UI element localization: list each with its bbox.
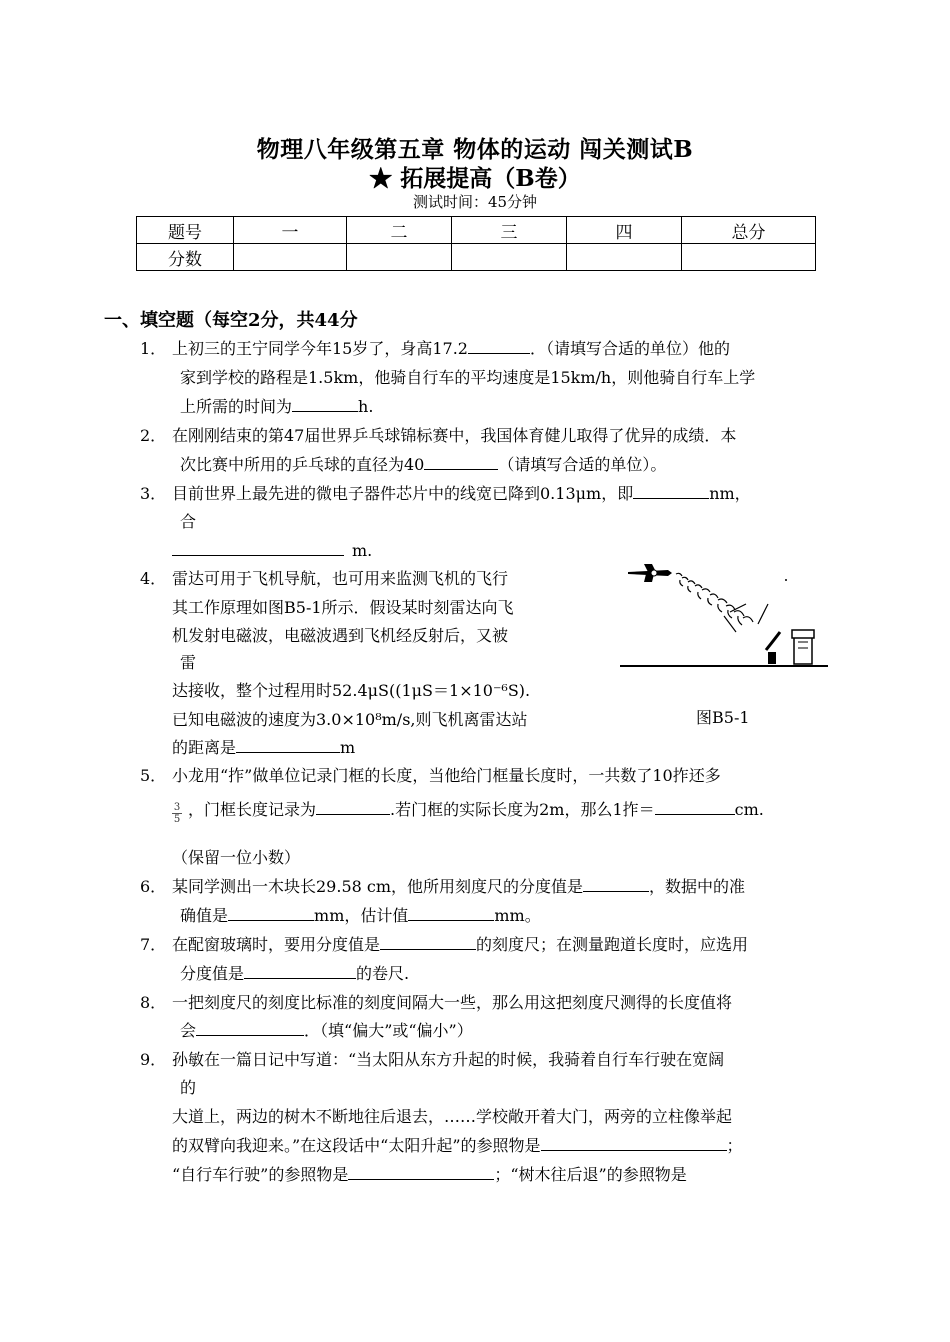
answer-blank[interactable] — [348, 1162, 494, 1180]
score-table — [136, 216, 816, 271]
question-text: 的刻度尺；在测量跑道长度时，应选用 — [476, 935, 749, 954]
question-text: 一把刻度尺的刻度比标准的刻度间隔大一些，那么用这把刻度尺测得的长度值将 — [172, 993, 733, 1012]
answer-blank[interactable] — [228, 903, 314, 921]
figure-caption: 图B5-1 — [696, 708, 750, 727]
question-text: 在配窗玻璃时，要用分度值是 — [172, 935, 381, 954]
question-8 — [140, 988, 732, 1017]
question-number: 7． — [140, 935, 167, 954]
question-text: 上所需的时间为 — [180, 397, 293, 416]
question-text: h. — [358, 397, 374, 416]
question-2-line2 — [180, 450, 666, 479]
question-number: 6． — [140, 877, 167, 896]
question-2 — [140, 421, 736, 450]
table-cell: 题号 — [137, 217, 234, 244]
question-number: 8． — [140, 993, 167, 1012]
score-input-cell[interactable] — [347, 244, 452, 271]
question-text: 的双臂向我迎来。”在这段话中“太阳升起”的参照物是 — [172, 1136, 541, 1155]
question-text: 已知电磁波的速度为3.0×10⁸m/s,则飞机离雷达站 — [172, 710, 528, 729]
question-number: 4． — [140, 569, 167, 588]
question-text: “自行车行驶”的参照物是 — [172, 1165, 349, 1184]
question-text: ，门框长度记录为 — [188, 800, 317, 819]
section-title: 一、填空题（每空2分，共44分 — [104, 310, 358, 331]
answer-blank[interactable] — [236, 735, 340, 753]
question-text: 在刚刚结束的第47届世界乒乓球锦标赛中，我国体育健儿取得了优异的成绩．本 — [172, 426, 737, 445]
question-number: 5． — [140, 766, 167, 785]
question-text: 会 — [180, 1021, 197, 1040]
table-cell: 二 — [347, 217, 452, 244]
question-5 — [140, 761, 721, 790]
fraction — [172, 802, 182, 825]
answer-blank[interactable] — [583, 874, 649, 892]
answer-blank[interactable] — [541, 1133, 727, 1151]
question-text: 目前世界上最先进的微电子器件芯片中的线宽已降到0.13μm，即 — [172, 484, 634, 503]
question-number: 3． — [140, 484, 167, 503]
radar-wave-icon — [676, 573, 768, 632]
question-text: （请填写合适的单位）。 — [498, 455, 667, 474]
question-text: 孙敏在一篇日记中写道：“当太阳从东方升起的时候，我骑着自行车行驶在宽阔 — [172, 1050, 725, 1069]
question-text: 某同学测出一木块长29.58 cm，他所用刻度尺的分度值是 — [172, 877, 584, 896]
score-input-cell[interactable] — [234, 244, 347, 271]
question-text: 合 — [180, 512, 197, 531]
question-9 — [140, 1045, 724, 1074]
answer-blank[interactable] — [380, 932, 476, 950]
airplane-icon — [628, 564, 672, 582]
question-7-line2 — [180, 959, 409, 988]
radar-airplane-figure — [618, 552, 830, 674]
question-text: 达接收，整个过程用时52.4μS((1μS＝1×10⁻⁶S). — [172, 681, 531, 700]
question-5-line2 — [188, 795, 764, 824]
score-input-cell[interactable] — [567, 244, 682, 271]
question-4 — [140, 564, 508, 593]
question-7 — [140, 930, 748, 959]
question-text: 大道上，两边的树木不断地往后退去，……学校敞开着大门，两旁的立柱像举起 — [172, 1107, 733, 1126]
question-number: 2． — [140, 426, 167, 445]
table-cell: 四 — [567, 217, 682, 244]
question-text: 机发射电磁波，电磁波遇到飞机经反射后，又被 — [172, 626, 509, 645]
test-time: 测试时间：45分钟 — [412, 193, 538, 211]
question-1-line3 — [180, 392, 373, 421]
page-subtitle: ★ 拓展提高（B卷） — [369, 165, 581, 192]
question-3-line3 — [172, 536, 372, 565]
question-text: .若门框的实际长度为2m，那么1拃＝ — [390, 800, 655, 819]
table-row — [137, 244, 816, 271]
question-number: 1． — [140, 339, 167, 358]
question-text: mm。 — [494, 906, 541, 925]
question-text: 分度值是 — [180, 964, 245, 983]
question-text: ； — [726, 1136, 743, 1155]
answer-blank[interactable] — [172, 538, 344, 556]
question-text: 雷 — [180, 653, 197, 672]
page-title: 物理八年级第五章 物体的运动 闯关测试B — [256, 136, 694, 163]
table-cell: 分数 — [137, 244, 234, 271]
question-text: （保留一位小数） — [172, 848, 301, 867]
question-text: ．（请填写合适的单位）他的 — [530, 339, 731, 358]
question-text: nm， — [709, 484, 751, 503]
answer-blank[interactable] — [196, 1018, 304, 1036]
question-8-line2 — [180, 1016, 473, 1045]
question-1 — [140, 334, 730, 363]
table-cell: 三 — [452, 217, 567, 244]
question-text: m — [340, 738, 356, 757]
question-text: cm. — [734, 800, 764, 819]
answer-blank[interactable] — [408, 903, 494, 921]
answer-blank[interactable] — [655, 797, 735, 815]
answer-blank[interactable] — [633, 481, 709, 499]
table-row — [137, 217, 816, 244]
question-text: ；“树木往后退”的参照物是 — [494, 1165, 687, 1184]
fraction-denominator: 5 — [173, 814, 181, 825]
question-text: 家到学校的路程是1.5km，他骑自行车的平均速度是15km/h，则他骑自行车上学 — [180, 368, 756, 387]
score-input-cell[interactable] — [682, 244, 816, 271]
question-text: 的距离是 — [172, 738, 237, 757]
question-3 — [140, 479, 751, 508]
question-text: 其工作原理如图B5-1所示．假设某时刻雷达向飞 — [172, 598, 514, 617]
question-text: ，数据中的准 — [649, 877, 746, 896]
question-text: 上初三的王宁同学今年15岁了，身高17.2 — [172, 339, 468, 358]
question-4-line7 — [172, 733, 355, 762]
answer-blank[interactable] — [292, 394, 358, 412]
question-number: 9． — [140, 1050, 167, 1069]
table-cell: 一 — [234, 217, 347, 244]
answer-blank[interactable] — [424, 452, 498, 470]
question-text: 的 — [180, 1078, 197, 1097]
score-input-cell[interactable] — [452, 244, 567, 271]
table-cell: 总分 — [682, 217, 816, 244]
answer-blank[interactable] — [316, 797, 390, 815]
question-text: 次比赛中所用的乒乓球的直径为40 — [180, 455, 425, 474]
fraction-numerator: 3 — [173, 802, 181, 813]
answer-blank[interactable] — [244, 961, 356, 979]
question-text: m. — [352, 541, 373, 560]
question-9-line4 — [172, 1131, 743, 1160]
question-text: 小龙用“拃”做单位记录门框的长度，当他给门框量长度时，一共数了10拃还多 — [172, 766, 721, 785]
question-text: ．（填“偏大”或“偏小”） — [304, 1021, 473, 1040]
answer-blank[interactable] — [468, 336, 530, 354]
question-text: 确值是 — [180, 906, 229, 925]
question-text: 雷达可用于飞机导航，也可用来监测飞机的飞行 — [172, 569, 509, 588]
question-6-line2 — [180, 901, 541, 930]
question-text: mm，估计值 — [314, 906, 409, 925]
question-6 — [140, 872, 745, 901]
question-text: 的卷尺. — [356, 964, 410, 983]
question-9-line5 — [172, 1160, 687, 1189]
radar-station-icon — [766, 630, 814, 664]
